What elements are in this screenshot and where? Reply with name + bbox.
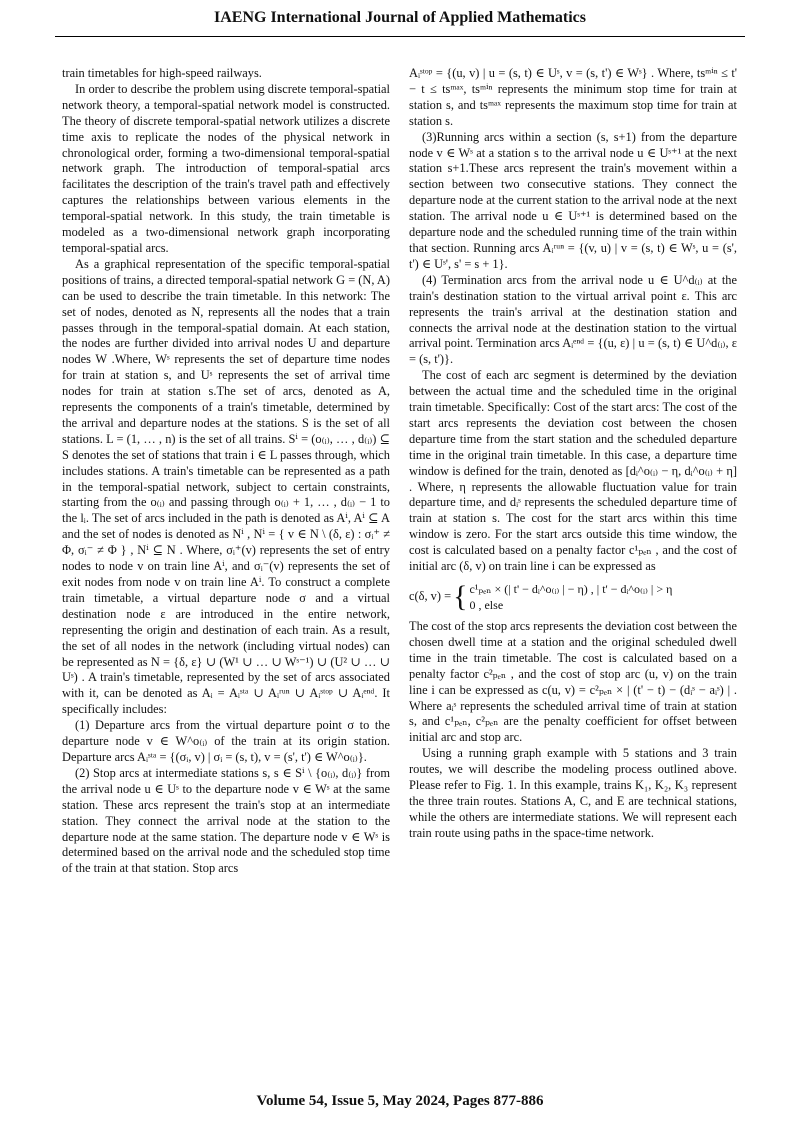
paragraph: As a graphical representation of the specific temporal-spatial positions of trains, a directed temporal-spatial network G = (N, A) can be used to describe the train timetable. In this network: The set of nodes, denoted as N, represents all the nodes that a train passes through in the temporal-spatial domain. At each station, the nodes are further divided into arrival nodes U and departure nodes W .Where, Wˢ represents the set of departure time nodes for train at station s, and Uˢ represents the set of arrival time nodes for train at station s.The set of arcs, denoted as A, represents the components of a train's timetable, determined by the arrival and departure nodes at the stations. S is the set of all stations. L = (1, … , n) is the set of all trains. Sⁱ = (o₍ᵢ₎, … , d₍ᵢ₎) ⊆ S denotes the set of stations that train i ∈ L passes through, which includes stations. A train's timetable can be represented as a path in the temporal-spatial network, subject to certain constraints, starting from the o₍ᵢ₎ and passing through o₍ᵢ₎ + 1, … , d₍ᵢ₎ − 1 to the lᵢ. The set of arcs included in the path is denoted as Aⁱ, Aⁱ ⊆ A and the set of nodes is denoted as Nⁱ , Nⁱ = { v ∈ N \ (δ, ε) : σᵢ⁺ ≠ Φ, σᵢ⁻ ≠ Φ } , Nⁱ ⊆ N . Where, σᵢ⁺(v) represents the set of entry nodes to node v on train line Aⁱ, and σᵢ⁻(v) represents the set of exit nodes from node v on train line Aⁱ. To construct a complete train timetable, a virtual departure node σ and a virtual destination node ε are introduced in the entire network, representing the origin and destination of each train. As a result, the set of all nodes in the network (including virtual nodes) can be represented as N = {δ, ε} ∪ (W¹ ∪ … ∪ Wˢ⁻¹) ∪ (U² ∪ … ∪ Uˢ) . A train's timetable, represented by the set of arcs associated with it, can be denoted as Aᵢ = Aᵢˢᵗᵃ ∪ Aᵢʳᵘⁿ ∪ Aᵢˢᵗᵒᵖ ∪ Aᵢᵉⁿᵈ. It specifically includes: <box>62 256 390 717</box>
brace-symbol: { <box>453 580 468 613</box>
paragraph: (1) Departure arcs from the virtual departure point σ to the departure node v ∈ W^o₍ᵢ₎ of the train at its origin station. Departure arcs Aᵢˢᵗᵃ = {(σᵢ, v) | σᵢ = (s, t), v = (s', t') ∈ W^o₍ᵢ₎}. <box>62 718 390 764</box>
formula-case-1: c¹ₚₑₙ × (| t' − dᵢ^o₍ᵢ₎ | − η) , | t' − dᵢ^o₍ᵢ₎ | > η <box>469 582 673 596</box>
page-footer: Volume 54, Issue 5, May 2024, Pages 877-886 <box>256 1093 544 1109</box>
left-column <box>62 66 390 877</box>
header-rule <box>55 36 745 37</box>
formula-case-2: 0 , else <box>469 598 504 612</box>
right-column <box>409 66 737 842</box>
paragraph: The cost of each arc segment is determined by the deviation between the actual time and the scheduled time in the original train timetable. Specifically: Cost of the start arcs: The cost of the start arcs represents the deviation cost between the chosen departure time from the start station and the scheduled departure time in the original train timetable. In this case, a departure time window is defined for the train, denoted as [dᵢ^o₍ᵢ₎ − η, dᵢ^o₍ᵢ₎ + η] . Where, η represents the allowable fluctuation value for train departure time, and dᵢˢ represents the scheduled departure time of train at station s. The cost for the start arcs within this time window is zero. For the start arcs outside this time window, the cost is calculated based on a penalty factor c¹ₚₑₙ , and the cost of initial arc (δ, v) on train line i can be expressed as <box>409 368 737 574</box>
paragraph: Using a running graph example with 5 stations and 3 train routes, we will describe the modeling process outlined above. Please refer to Fig. 1. In this example, trains K₁, K₂, K₃ represent the three train routes. Stations A, C, and E are technical stations, while the others are intermediate stations. We will represent each train route using paths in the space-time network. <box>409 746 737 840</box>
paragraph: (3)Running arcs within a section (s, s+1) from the departure node v ∈ Wˢ at a station s to the arrival node u ∈ Uˢ⁺¹ at the next station s+1.These arcs represent the train's movement within a section between two consecutive stations. They connect the departure node at the current station to the arrival node at the next station. The arrival node u ∈ Uˢ⁺¹ is determined based on the departure node and the scheduled running time of the train within that section. Running arcs Aᵢʳᵘⁿ = {(v, u) | v = (s, t) ∈ Wˢ, u = (s', t') ∈ Uˢ', s' = s + 1}. <box>409 129 737 271</box>
journal-header: IAENG International Journal of Applied Mathematics <box>213 9 586 26</box>
cost-formula <box>409 581 737 613</box>
paragraph: (2) Stop arcs at intermediate stations s, s ∈ Sⁱ \ {o₍ᵢ₎, d₍ᵢ₎} from the arrival node u ∈ Uˢ to the departure node v ∈ Wˢ at the same station. These arcs represent the train's stop at an intermediate station. They connect the arrival node at the station to the departure node at the same station. The departure node v ∈ Wˢ is determined based on the arrival node and the scheduled stop time of the train at that station. Stop arcs <box>62 765 390 876</box>
paragraph: train timetables for high-speed railways. <box>62 66 262 80</box>
paragraph: In order to describe the problem using discrete temporal-spatial network theory, a temporal-spatial network model is constructed. The theory of discrete temporal-spatial network utilizes a discrete time axis to replicate the nodes of the physical network in chronological order, forming a two-dimensional temporal-spatial network graph. The introduction of temporal-spatial arcs facilitates the description of the train's travel path and effectively captures the relationships between various elements in the temporal-spatial network. In this study, the train timetable is modeled as a two-dimensional network graph incorporating temporal-spatial arcs. <box>62 81 390 255</box>
paragraph: Aᵢˢᵗᵒᵖ = {(u, v) | u = (s, t) ∈ Uˢ, v = (s, t') ∈ Wˢ} . Where, tsᵐⁱⁿ ≤ t' − t ≤ tsᵐᵃˣ, tsᵐⁱⁿ represents the minimum stop time for train at station s, and tsᵐᵃˣ represents the maximum stop time for train at station s. <box>409 66 737 128</box>
paragraph: The cost of the stop arcs represents the deviation cost between the chosen dwell time at a station and the original scheduled dwell time in the train timetable. The cost is calculated based on a penalty factor c²ₚₑₙ , and the cost of stop arc (u, v) on the train line i can be expressed as c(u, v) = c²ₚₑₙ × | (t' − t) − (dᵢˢ − aᵢˢ) | . Where aᵢˢ represents the scheduled arrival time of train at station s, and c¹ₚₑₙ, c²ₚₑₙ are the penalty coefficient for offset between initial arc and stop arc. <box>409 619 737 745</box>
paragraph: (4) Termination arcs from the arrival node u ∈ U^d₍ᵢ₎ at the train's destination station to the virtual arrival point ε. This arc represents the train's arrival at the destination station and connects the arrival node at the destination station to the virtual arrival point. Termination arcs Aᵢᵉⁿᵈ = {(u, ε) | u = (s, t) ∈ U^d₍ᵢ₎, ε = (s, t')}. <box>409 272 737 367</box>
formula-lhs: c(δ, v) = <box>409 589 452 604</box>
